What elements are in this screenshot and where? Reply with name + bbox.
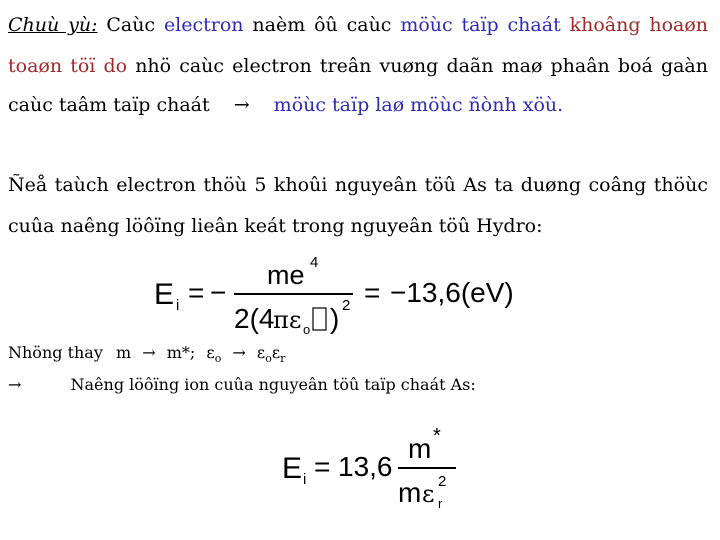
subst-text: Nhöng thay — [8, 343, 103, 362]
eq2-den-exponent: 2 — [438, 473, 447, 490]
subst-eps-r-sub: r — [280, 352, 286, 366]
subst-eps-o2-sub: o — [265, 352, 272, 366]
eq2-num-star: * — [433, 425, 441, 447]
note-line-1 — [8, 14, 708, 36]
subst-eps-r: ε — [271, 343, 281, 362]
right-arrow-icon: → — [232, 343, 246, 362]
eq2-den-epsilon: ε — [422, 480, 435, 508]
eq1-den-a: 2(4 — [234, 303, 275, 334]
right-arrow-icon: → — [8, 375, 22, 394]
eq2-lhs: E — [282, 452, 303, 485]
note-text-3a: caùc taâm taïp chaát — [8, 94, 210, 116]
eq1-missing-symbol-box — [313, 308, 326, 330]
note-text-2b: nhö caùc electron treân vuøng daãn maø phaân boá gaàn — [135, 55, 708, 77]
note-line-3 — [8, 94, 563, 116]
note-text-1c: naèm ôû caùc — [252, 14, 392, 36]
eq2-den-sub: r — [438, 496, 443, 511]
substitution-line — [8, 343, 285, 365]
result-text: Naêng löôïng ion cuûa nguyeân töû taïp chaát As: — [70, 375, 476, 394]
eq1-minus: − — [210, 277, 227, 308]
note-label: Chuù yù: — [8, 14, 98, 36]
result-line — [8, 375, 476, 394]
eq1-equals: = — [188, 277, 205, 308]
eq2-coefficient: 13,6 — [338, 451, 393, 482]
note-term-localized: möùc taïp laø möùc ñònh xöù. — [273, 94, 564, 116]
eq1-rhs: −13,6(eV) — [390, 277, 514, 308]
note-term-free: toaøn töï do — [8, 55, 128, 77]
note-line-2 — [8, 55, 708, 77]
note-text-1a: Caùc — [106, 14, 156, 36]
eq1-equals-2: = — [364, 277, 381, 308]
eq1-epsilon: ε — [289, 306, 302, 334]
impurity-energy-equation — [278, 422, 478, 518]
right-arrow-icon: → — [233, 94, 250, 116]
eq2-den-m: m — [398, 477, 422, 508]
intro-line-2: cuûa naêng löôïng lieân keát trong nguyeân töû Hydro: — [8, 215, 543, 237]
subst-eps-o: ε — [206, 343, 215, 362]
eq1-den-b: ) — [330, 303, 340, 334]
eq1-pi: π — [273, 306, 289, 334]
hydrogen-energy-equation — [150, 252, 530, 344]
eq1-lhs-sub: i — [176, 297, 180, 314]
subst-eps-o2: ε — [256, 343, 266, 362]
intro-line-1: Ñeå taùch electron thöù 5 khoûi nguyeân töû As ta duøng coâng thöùc — [8, 174, 708, 196]
eq2-lhs-sub: i — [303, 471, 307, 488]
note-term-not-fully: khoâng hoaøn — [569, 14, 709, 36]
subst-eps-o-sub: o — [214, 352, 222, 366]
eq1-lhs: E — [154, 278, 175, 311]
eq1-eps-sub: o — [303, 322, 311, 337]
eq1-den-exponent: 2 — [342, 297, 351, 314]
note-term-impurity-level: möùc taïp chaát — [400, 14, 561, 36]
eq2-equals: = — [314, 451, 331, 482]
subst-m-star: m*; — [166, 343, 196, 362]
note-term-electron: electron — [163, 14, 244, 36]
eq1-num-exponent: 4 — [310, 254, 319, 271]
right-arrow-icon: → — [142, 343, 156, 362]
eq1-numerator: me — [267, 260, 305, 290]
eq2-numerator: m — [408, 433, 432, 464]
subst-m: m — [115, 343, 132, 362]
